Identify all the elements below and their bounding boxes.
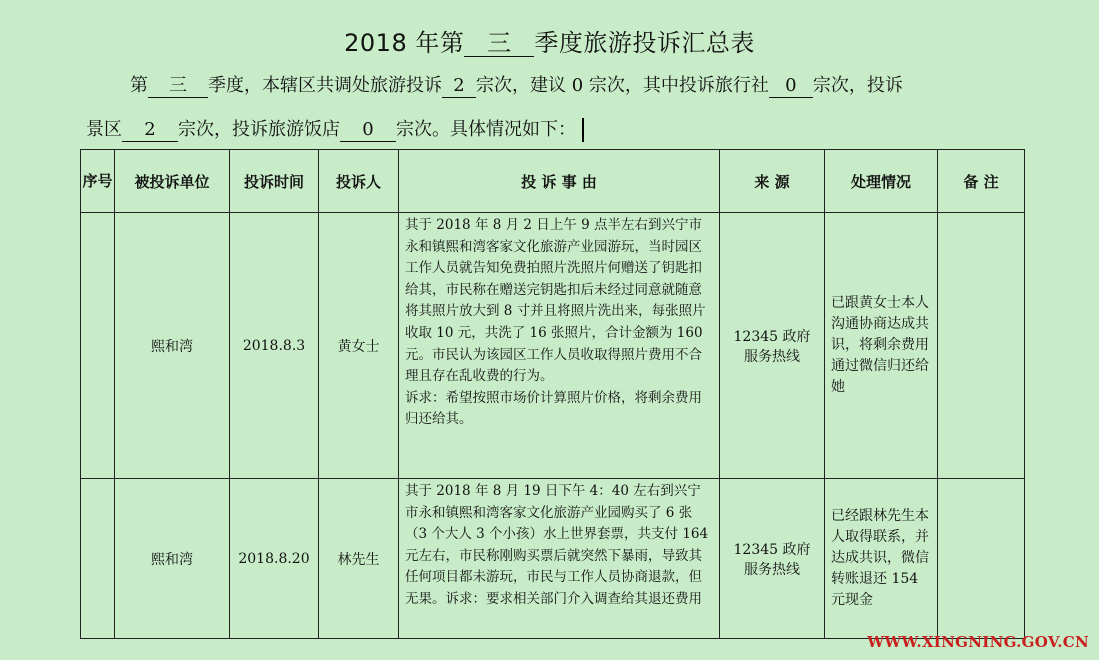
header-time: 投诉时间 <box>230 150 319 213</box>
complaint-table <box>80 149 1025 639</box>
table-header-row <box>81 150 1025 213</box>
reason-text: 其于 2018 年 8 月 2 日上午 9 点半左右到兴宁市永和镇熙和湾客家文化旅游产业园游玩，当时园区工作人员就告知免费拍照片洗照片何赠送了钥匙扣给其，市民称在赠送完钥匙扣后未经过同意就随意将其照片放大到 8 寸并且将照片洗出来，每张照片收取 10 元，共洗了 16 张照片，合计金额为 160 元。市民认为该园区工作人员收取得照片费用不合理且存在乱收费的行为。 <box>405 217 706 385</box>
cell-remark <box>938 479 1025 639</box>
title-prefix: 2018 年第 <box>344 29 465 57</box>
page-title <box>0 26 1099 60</box>
summary-paragraph-line1 <box>86 72 1026 100</box>
cell-person: 林先生 <box>319 479 399 639</box>
summary-quarter-blank: 三 <box>148 75 208 98</box>
summary-text: 宗次，投诉 <box>812 75 903 96</box>
site-watermark: WWW.XINGNING.GOV.CN <box>867 633 1089 651</box>
cell-person: 黄女士 <box>319 213 399 479</box>
summary-scenic-blank: 2 <box>122 119 178 142</box>
cell-time: 2018.8.20 <box>230 479 319 639</box>
header-remark: 备 注 <box>938 150 1025 213</box>
summary-text: 宗次。具体情况如下： <box>396 119 576 140</box>
cell-reason <box>399 479 720 639</box>
summary-text: 宗次，建议 0 宗次，其中投诉旅行社 <box>476 75 769 96</box>
header-person: 投诉人 <box>319 150 399 213</box>
table-row <box>81 213 1025 479</box>
summary-total-blank: 2 <box>442 75 476 98</box>
summary-text: 季度，本辖区共调处旅游投诉 <box>208 75 442 96</box>
cell-reason <box>399 213 720 479</box>
title-suffix: 季度旅游投诉汇总表 <box>534 29 755 57</box>
cell-source: 12345 政府服务热线 <box>720 213 825 479</box>
cell-time: 2018.8.3 <box>230 213 319 479</box>
cell-seq <box>81 213 115 479</box>
header-source: 来 源 <box>720 150 825 213</box>
cell-remark <box>938 213 1025 479</box>
header-unit: 被投诉单位 <box>115 150 230 213</box>
table-row <box>81 479 1025 639</box>
reason-text: 其于 2018 年 8 月 19 日下午 4：40 左右到兴宁市永和镇熙和湾客家文化旅游产业园购买了 6 张（3 个大人 3 个小孩）水上世界套票，共支付 164 元左右，市民称刚购买票后就突然下暴雨，导致其任何项目都未游玩，市民与工作人员协商退款，但无果。诉求：要求相关部门介入调查给其退还费用 <box>405 483 709 607</box>
summary-travel-agency-blank: 0 <box>769 75 813 98</box>
cell-handling: 已跟黄女士本人沟通协商达成共识，将剩余费用通过微信归还给她 <box>825 213 938 479</box>
summary-text: 第 <box>130 75 148 96</box>
summary-paragraph-line2 <box>86 116 1026 144</box>
cell-source: 12345 政府服务热线 <box>720 479 825 639</box>
cell-handling: 已经跟林先生本人取得联系，并达成共识，微信转账退还 154 元现金 <box>825 479 938 639</box>
title-quarter-blank: 三 <box>464 30 534 57</box>
cell-unit: 熙和湾 <box>115 479 230 639</box>
text-cursor <box>582 118 584 142</box>
header-seq: 序号 <box>81 150 115 213</box>
header-reason: 投 诉 事 由 <box>399 150 720 213</box>
summary-text: 景区 <box>86 119 122 140</box>
summary-text: 宗次，投诉旅游饭店 <box>178 119 340 140</box>
cell-seq <box>81 479 115 639</box>
summary-hotel-blank: 0 <box>340 119 396 142</box>
header-handling: 处理情况 <box>825 150 938 213</box>
request-text: 诉求：希望按照市场价计算照片价格，将剩余费用归还给其。 <box>405 389 702 428</box>
cell-unit: 熙和湾 <box>115 213 230 479</box>
